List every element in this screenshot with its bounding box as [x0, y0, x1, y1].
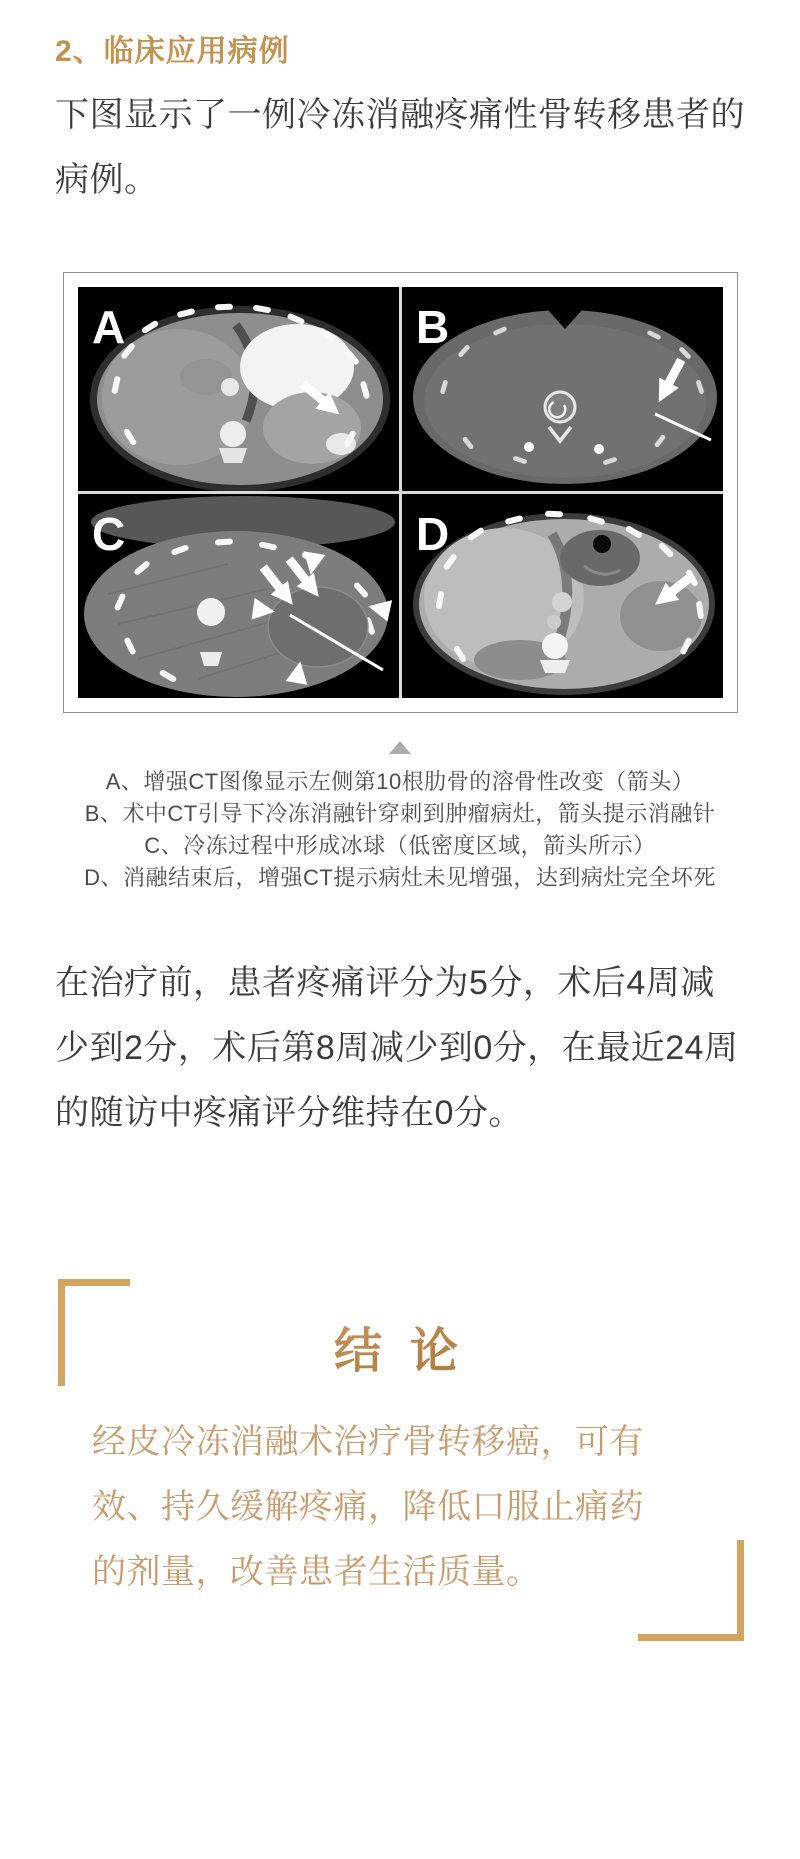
conclusion-title: 结 论	[0, 1279, 800, 1380]
ct-figure[interactable]	[63, 272, 738, 713]
conclusion-section	[0, 1279, 800, 1641]
panel-label: C	[91, 508, 125, 560]
caption-line: A、增强CT图像显示左侧第10根肋骨的溶骨性改变（箭头）	[105, 769, 695, 794]
conclusion-line: 效、持久缓解疼痛，降低口服止痛药	[92, 1488, 644, 1526]
caption-line: B、术中CT引导下冷冻消融针穿刺到肿瘤病灶，箭头提示消融针	[84, 801, 716, 826]
intro-line: 下图显示了一例冷冻消融疼痛性骨转移患者的	[55, 96, 745, 134]
corner-bracket-top-left	[58, 1279, 130, 1386]
conclusion-line: 经皮冷冻消融术治疗骨转移癌，可有	[92, 1423, 644, 1461]
panel-label: B	[415, 301, 449, 353]
panel-label: D	[415, 508, 449, 560]
corner-bracket-bottom-right	[638, 1540, 744, 1641]
ct-panel-d	[402, 494, 723, 698]
triangle-up-icon	[389, 741, 411, 754]
caption-line: D、消融结束后，增强CT提示病灶未见增强，达到病灶完全坏死	[84, 865, 716, 890]
pain-score-paragraph	[55, 951, 755, 1146]
pain-line: 在治疗前，患者疼痛评分为5分，术后4周减	[55, 964, 715, 1002]
article-page	[0, 35, 800, 1641]
pain-line: 的随访中疼痛评分维持在0分。	[55, 1094, 523, 1132]
ct-panel-b	[402, 287, 723, 491]
intro-paragraph	[55, 83, 755, 213]
conclusion-text	[92, 1410, 708, 1605]
panel-label: A	[91, 301, 125, 353]
figure-captions	[0, 766, 800, 894]
pain-line: 少到2分，术后第8周减少到0分，在最近24周	[55, 1029, 739, 1067]
caption-line: C、冷冻过程中形成冰球（低密度区域，箭头所示）	[144, 833, 656, 858]
conclusion-line: 的剂量，改善患者生活质量。	[92, 1553, 541, 1591]
ct-panel-c	[78, 494, 399, 698]
section-heading: 2、临床应用病例	[55, 35, 290, 68]
ct-panel-a	[78, 287, 399, 491]
intro-line: 病例。	[55, 161, 159, 199]
ct-grid	[78, 287, 723, 698]
